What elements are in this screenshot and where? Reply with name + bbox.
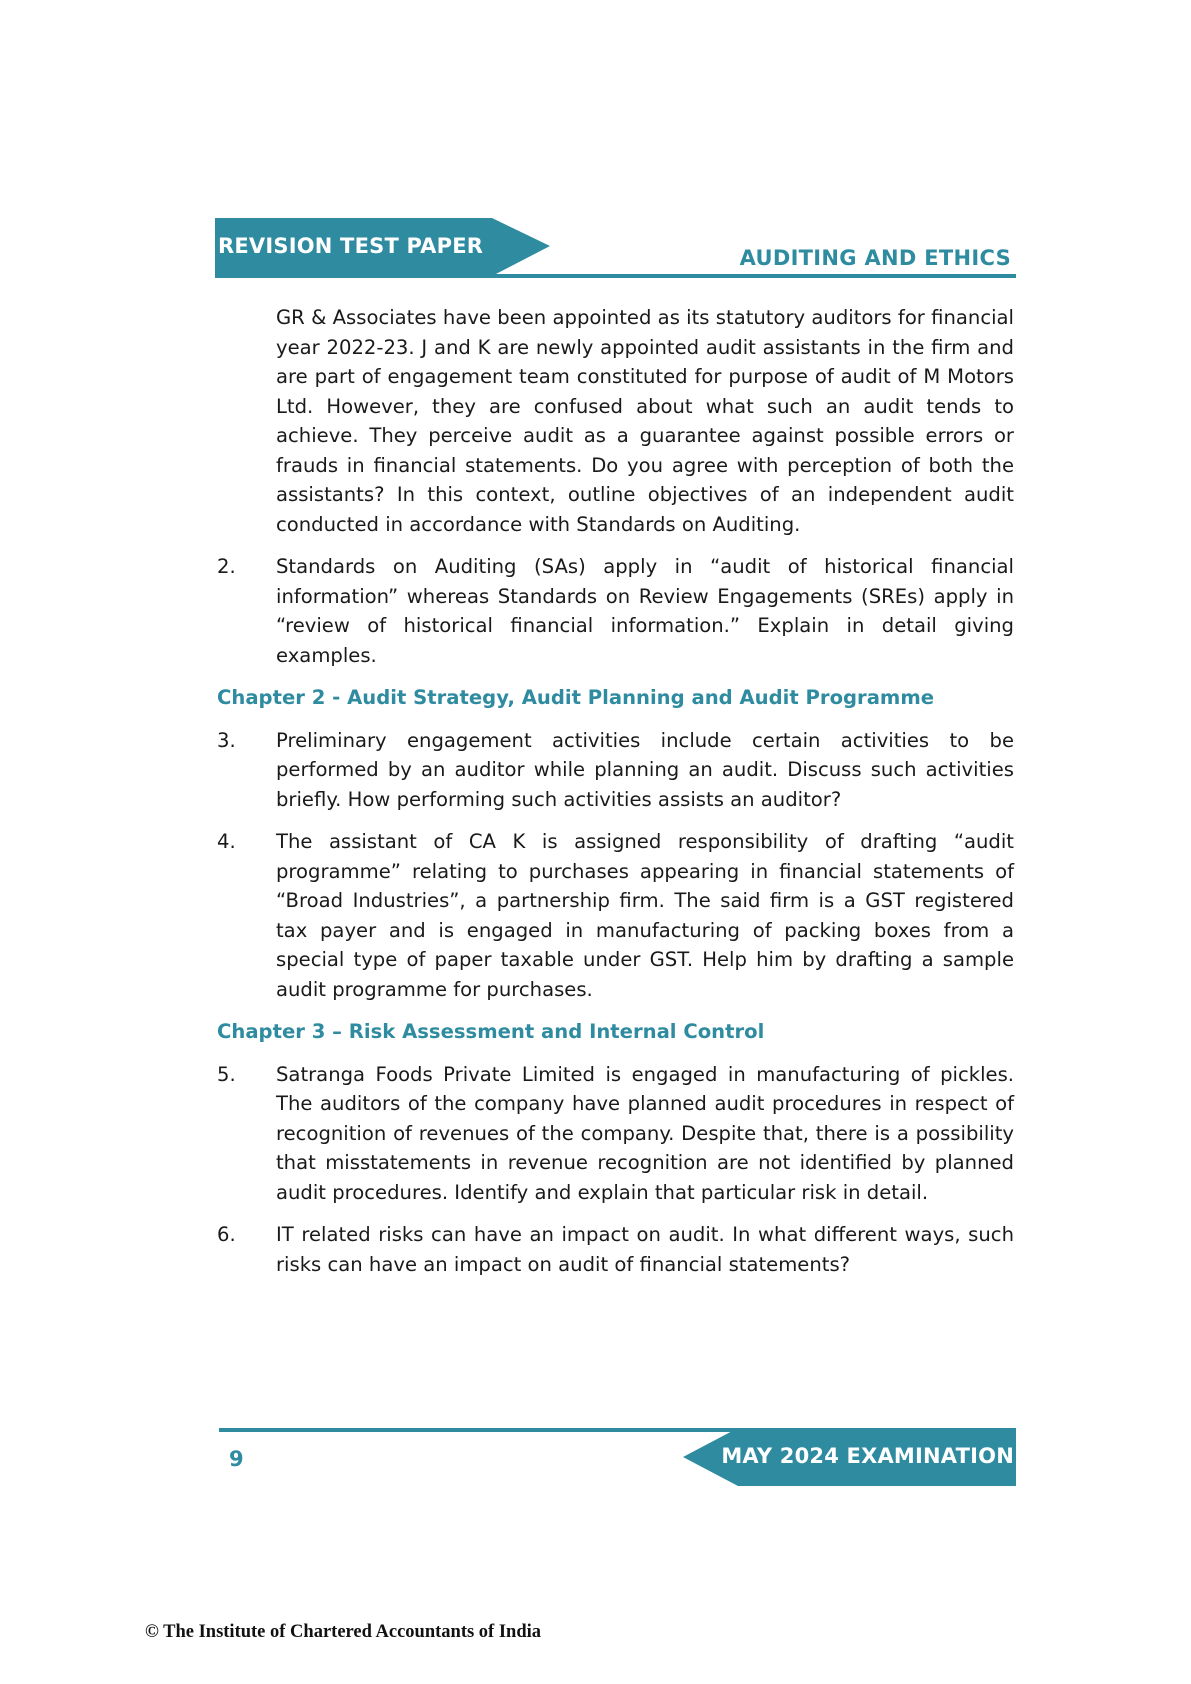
- chapter-heading: Chapter 2 - Audit Strategy, Audit Planning and Audit Programme: [217, 686, 935, 709]
- question-number: 2.: [217, 555, 236, 578]
- question-item: [217, 1220, 1014, 1279]
- subject-title: AUDITING AND ETHICS: [739, 246, 1011, 270]
- question-number: 6.: [217, 1223, 236, 1246]
- question-text: Standards on Auditing (SAs) apply in “audit of historical financial information” whereas Standards on Review Engagements (SREs) apply in “review of historical financial information.” Explain in detail giving examples.: [276, 555, 1014, 667]
- question-item: [217, 827, 1014, 1004]
- question-number: 3.: [217, 728, 236, 752]
- chapter-heading: Chapter 3 – Risk Assessment and Internal Control: [217, 1020, 765, 1043]
- question-item: [217, 726, 1014, 815]
- paper-title: REVISION TEST PAPER: [218, 234, 484, 258]
- question-item: [217, 1060, 1014, 1208]
- question-number: 4.: [217, 830, 236, 853]
- exam-label: MAY 2024 EXAMINATION: [721, 1444, 1014, 1468]
- question-text: Satranga Foods Private Limited is engaged in manufacturing of pickles. The auditors of the company have planned audit procedures in respect of recognition of revenues of the company. Despite that, there is a possibility that misstatements in revenue recognition are not identified by planned audit procedures. Identify and explain that particular risk in detail.: [276, 1062, 1014, 1204]
- question-1-continuation: GR & Associates have been appointed as its statutory auditors for financial year 2022-23. J and K are newly appointed audit assistants in the firm and are part of engagement team constituted for purpose of audit of M Motors Ltd. However, they are confused about what such an audit tends to achieve. They perceive audit as a guarantee against possible errors or frauds in financial statements. Do you agree with perception of both the assistants? In this context, outline objectives of an independent audit conducted in accordance with Standards on Auditing.: [276, 306, 1014, 536]
- copyright-notice: © The Institute of Chartered Accountants of India: [145, 1622, 542, 1642]
- header-rule: [215, 274, 1016, 278]
- question-number: 5.: [217, 1062, 236, 1086]
- question-text: The assistant of CA K is assigned responsibility of drafting “audit programme” relating to purchases appearing in financial statements of “Broad Industries”, a partnership firm. The said firm is a GST registered tax payer and is engaged in manufacturing of packing boxes from a special type of paper taxable under GST. Help him by drafting a sample audit programme for purchases.: [276, 830, 1014, 1001]
- question-text: IT related risks can have an impact on audit. In what different ways, such risks can have an impact on audit of financial statements?: [276, 1223, 1014, 1276]
- question-item: [217, 552, 1014, 670]
- page-number: 9: [229, 1447, 244, 1471]
- page-content: [217, 303, 1014, 1292]
- question-text: Preliminary engagement activities include certain activities to be performed by an auditor while planning an audit. Discuss such activities briefly. How performing such activities assists an auditor?: [276, 728, 1014, 811]
